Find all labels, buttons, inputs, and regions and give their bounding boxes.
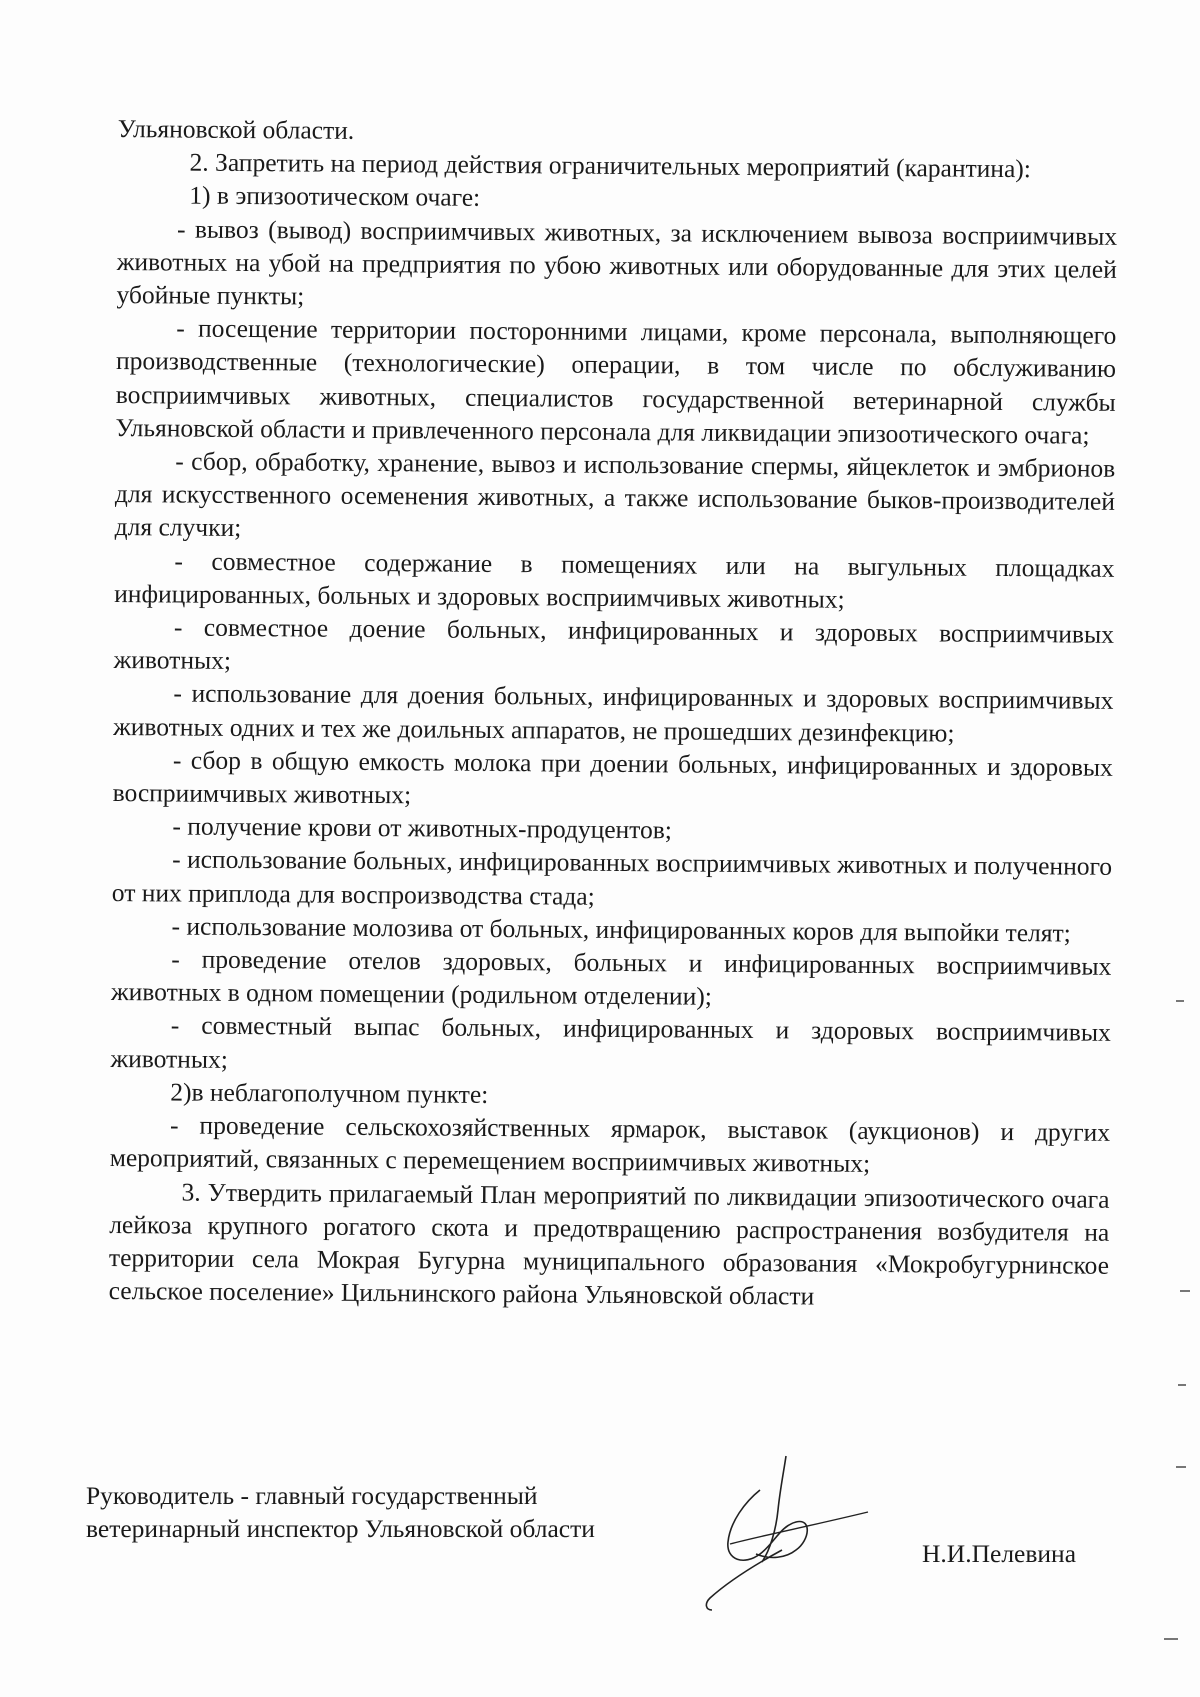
handwritten-signature xyxy=(700,1450,930,1620)
paragraph-region-end: Ульяновской области. xyxy=(117,113,355,145)
list-item: - использование больных, инфицированных восприимчивых животных и полученного от них приплода для воспроизводства стада; xyxy=(111,844,1113,911)
signatory-position xyxy=(86,1479,686,1545)
paragraph-subitem-2: 2)в неблагополучном пункте: xyxy=(170,1077,489,1109)
scan-edge-mark xyxy=(1176,1000,1184,1002)
list-item: - вывоз (вывод) восприимчивых животных, за исключением вывоза восприимчивых животных на убой на предприятия по убою животных или оборудованные для этих целей убойные пункты; xyxy=(116,214,1118,311)
signatory-name: Н.И.Пелевина xyxy=(922,1539,1077,1568)
list-item: - совместный выпас больных, инфицированных и здоровых восприимчивых животных; xyxy=(110,1010,1111,1074)
signatory-position-line-2: ветеринарный инспектор Ульяновской области xyxy=(86,1514,595,1543)
list-item: - использование для доения больных, инфицированных и здоровых восприимчивых животных одних и тех же доильных аппаратов, не прошедших дезинфекцию; xyxy=(113,678,1114,748)
list-item: - использование молозива от больных, инфицированных коров для выпойки телят; xyxy=(171,911,1071,948)
signatory-position-line-1: Руководитель - главный государственный xyxy=(86,1481,538,1510)
list-item: - совместное доение больных, инфицированных и здоровых восприимчивых животных; xyxy=(113,612,1115,676)
list-item: - сбор в общую емкость молока при доении больных, инфицированных и здоровых восприимчивых животных; xyxy=(112,745,1113,810)
scan-edge-mark xyxy=(1164,1638,1178,1640)
scan-edge-mark xyxy=(1178,1384,1186,1386)
paragraph-item-3: 3. Утвердить прилагаемый План мероприятий по ликвидации эпизоотического очага лейкоза крупного рогатого скота и предотвращению распространения возбудителя на территории села Мокрая Бугурна муниципального образования «Мокробугурнинское сельское поселение» Цильнинского района Ульяновской области xyxy=(108,1177,1110,1311)
scan-edge-mark xyxy=(1180,1290,1190,1292)
paragraph-item-2: 2. Запретить на период действия ограничительных мероприятий (карантина): xyxy=(189,147,1032,184)
paragraph-subitem-1: 1) в эпизоотическом очаге: xyxy=(189,180,481,213)
list-item: - совместное содержание в помещениях или на выгульных площадках инфицированных, больных и здоровых восприимчивых животных; xyxy=(114,546,1115,614)
list-item: - посещение территории посторонними лицами, кроме персонала, выполняющего производственные (технологические) операции, в том числе по обслуживанию восприимчивых животных, специалистов государственной ветеринарной службы Ульяновской области и привлеченного персонала для ликвидации эпизоотического очага; xyxy=(115,313,1117,450)
list-item: - проведение сельскохозяйственных ярмарок, выставок (аукционов) и других мероприятий, связанных с перемещением восприимчивых животных; xyxy=(109,1110,1111,1179)
scan-edge-mark xyxy=(1176,1466,1186,1468)
list-item: - проведение отелов здоровых, больных и инфицированных восприимчивых животных в одном помещении (родильном отделении); xyxy=(110,944,1112,1011)
document-body xyxy=(109,112,1118,1315)
list-item: - сбор, обработку, хранение, вывоз и использование спермы, яйцеклеток и эмбрионов для искусственного осеменения животных, а также использование быков-производителей для случки; xyxy=(114,446,1116,543)
list-item: - получение крови от животных-продуцентов; xyxy=(172,811,673,845)
